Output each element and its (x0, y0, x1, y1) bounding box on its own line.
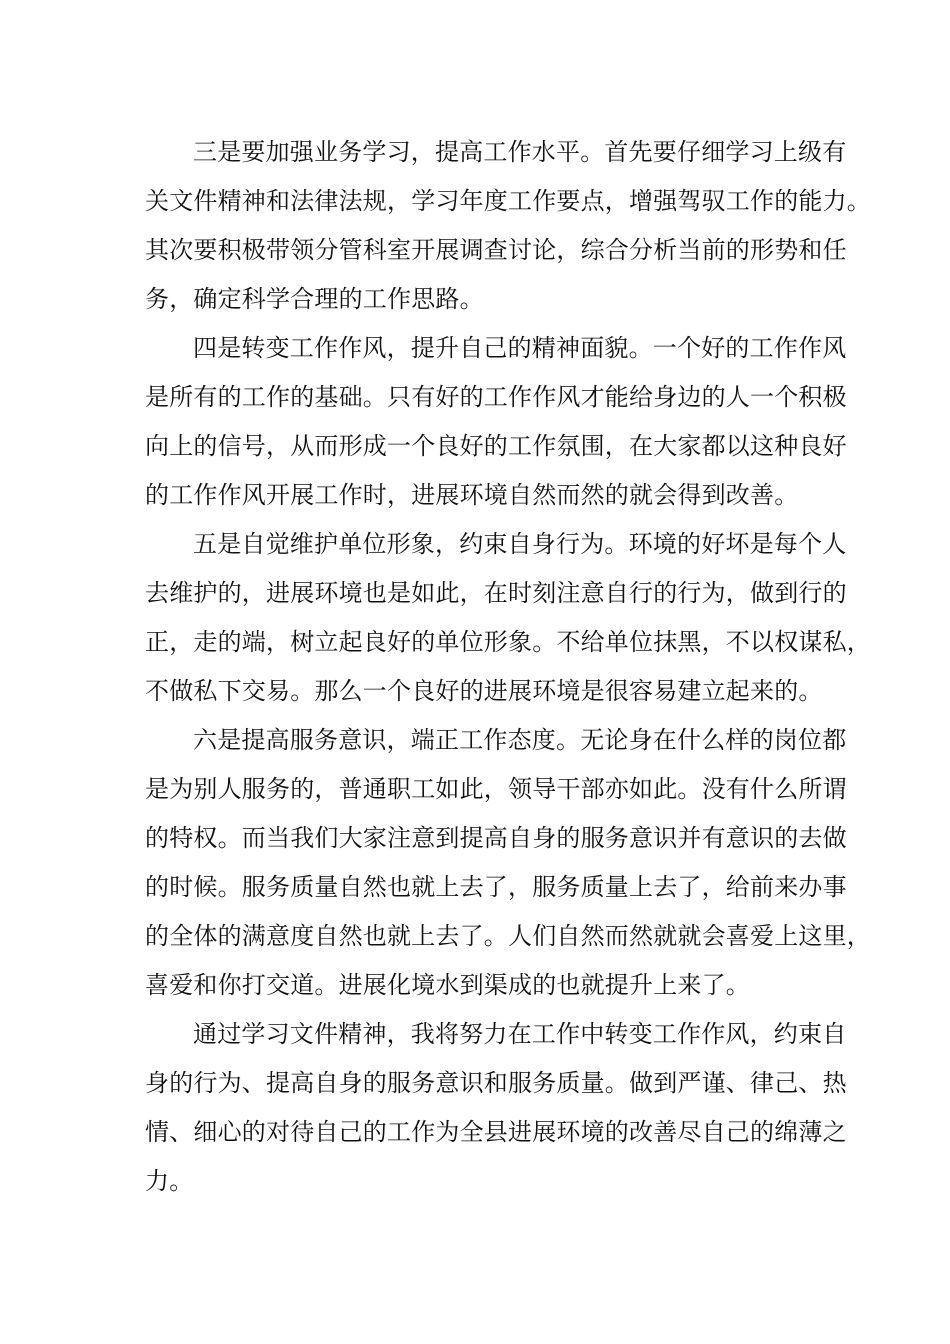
paragraph-5-line-1: 五是自觉维护单位形象，约束自身行为。环境的好坏是每个人 (193, 530, 847, 558)
paragraph-3-line-1: 三是要加强业务学习，提高工作水平。首先要仔细学习上级有 (193, 138, 847, 166)
paragraph-conclusion-line-3: 情、细心的对待自己的工作为全县进展环境的改善尽自己的绵薄之 (145, 1118, 847, 1146)
paragraph-4-line-3: 向上的信号，从而形成一个良好的工作氛围，在大家都以这种良好 (145, 432, 847, 460)
paragraph-6-line-4: 的时候。服务质量自然也就上去了，服务质量上去了，给前来办事 (145, 873, 847, 901)
paragraph-6-line-3: 的特权。而当我们大家注意到提高自身的服务意识并有意识的去做 (145, 824, 847, 852)
paragraph-5-line-2: 去维护的，进展环境也是如此，在时刻注意自行的行为，做到行的 (145, 579, 847, 607)
paragraph-4-line-4: 的工作作风开展工作时，进展环境自然而然的就会得到改善。 (145, 481, 799, 509)
paragraph-conclusion-line-1: 通过学习文件精神，我将努力在工作中转变工作作风，约束自 (193, 1020, 847, 1048)
paragraph-3-line-4: 务，确定科学合理的工作思路。 (145, 285, 484, 313)
paragraph-6-line-1: 六是提高服务意识，端正工作态度。无论身在什么样的岗位都 (193, 726, 847, 754)
document-body (145, 128, 871, 1206)
paragraph-6-line-2: 是为别人服务的，普通职工如此，领导干部亦如此。没有什么所谓 (145, 775, 847, 803)
paragraph-4-line-2: 是所有的工作的基础。只有好的工作作风才能给身边的人一个积极 (145, 383, 847, 411)
paragraph-conclusion-line-4: 力。 (145, 1167, 194, 1195)
paragraph-3-line-2: 关文件精神和法律法规，学习年度工作要点，增强驾驭工作的能力。 (145, 187, 871, 215)
paragraph-6-line-6: 喜爱和你打交道。进展化境水到渠成的也就提升上来了。 (145, 971, 750, 999)
paragraph-5-line-4: 不做私下交易。那么一个良好的进展环境是很容易建立起来的。 (145, 677, 823, 705)
paragraph-4-line-1: 四是转变工作作风，提升自己的精神面貌。一个好的工作作风 (193, 334, 847, 362)
paragraph-3-line-3: 其次要积极带领分管科室开展调查讨论，综合分析当前的形势和任 (145, 236, 847, 264)
paragraph-5-line-3: 正，走的端，树立起良好的单位形象。不给单位抹黑，不以权谋私， (145, 628, 871, 656)
paragraph-conclusion-line-2: 身的行为、提高自身的服务意识和服务质量。做到严谨、律己、热 (145, 1069, 847, 1097)
paragraph-6-line-5: 的全体的满意度自然也就上去了。人们自然而然就就会喜爱上这里， (145, 922, 871, 950)
